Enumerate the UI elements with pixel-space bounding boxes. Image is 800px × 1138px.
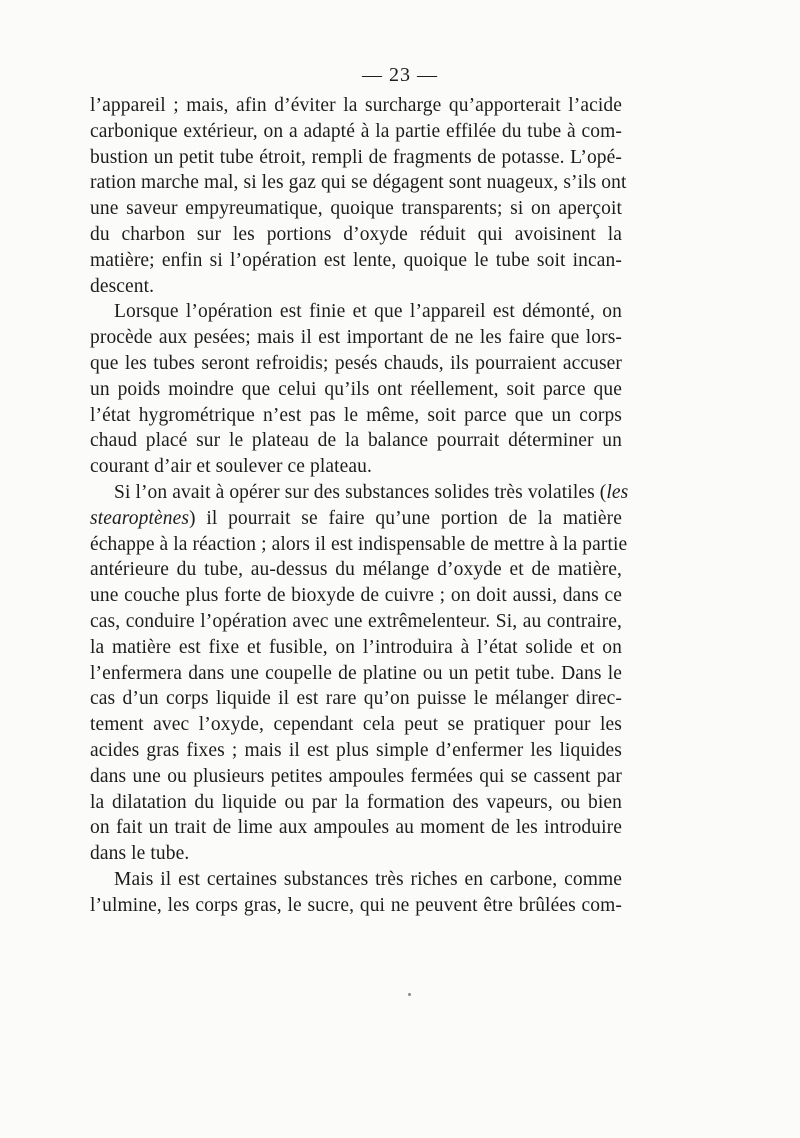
- text-line: [90, 506, 622, 532]
- text-segment: ) il pourrait se faire qu’une portion de la matière: [189, 507, 622, 529]
- text-line: que les tubes seront refroidis; pesés chauds, ils pourraient accuser: [90, 352, 622, 374]
- body-text: [90, 93, 629, 919]
- text-line: l’état hygrométrique n’est pas le même, soit parce que un corps: [90, 404, 622, 426]
- text-line: tement avec l’oxyde, cependant cela peut se pratiquer pour les: [90, 714, 622, 736]
- text-line: carbonique extérieur, on a adapté à la partie effilée du tube à com-: [90, 120, 622, 142]
- paragraph-start-line: [90, 480, 629, 506]
- text-segment: Si l’on avait à opérer sur des substances solides très volatiles (: [114, 481, 607, 503]
- text-line: l’appareil ; mais, afin d’éviter la surcharge qu’apporterait l’acide: [90, 95, 622, 116]
- text-line: la matière est fixe et fusible, on l’introduira à l’état solide et on: [90, 636, 622, 658]
- text-line: une saveur empyreumatique, quoique transparents; si on aperçoit: [90, 198, 622, 220]
- text-line: cas d’un corps liquide il est rare qu’on puisse le mélanger direc-: [90, 688, 622, 710]
- text-line: bustion un petit tube étroit, rempli de fragments de potasse. L’opé-: [90, 146, 622, 168]
- text-line: la dilatation du liquide ou par la formation des vapeurs, ou bien: [90, 791, 622, 813]
- text-line: l’enfermera dans une coupelle de platine ou un petit tube. Dans le: [90, 662, 622, 684]
- text-line: dans le tube.: [90, 843, 190, 865]
- text-line: on fait un trait de lime aux ampoules au moment de les introduire: [90, 817, 622, 839]
- text-line: ration marche mal, si les gaz qui se dégagent sont nuageux, s’ils ont: [90, 172, 627, 194]
- text-line: acides gras fixes ; mais il est plus simple d’enfermer les liquides: [90, 739, 622, 761]
- text-line: dans une ou plusieurs petites ampoules fermées qui se cassent par: [90, 765, 622, 787]
- text-line: du charbon sur les portions d’oxyde réduit qui avoisinent la: [90, 223, 622, 245]
- paper-speck: [408, 993, 411, 996]
- paragraph-start-line: Lorsque l’opération est finie et que l’appareil est démonté, on: [114, 301, 622, 323]
- italic-text: les: [606, 481, 629, 503]
- text-line: cas, conduire l’opération avec une extrêmelenteur. Si, au contraire,: [90, 610, 622, 632]
- text-line: antérieure du tube, au-dessus du mélange d’oxyde et de matière,: [90, 559, 622, 581]
- text-line: une couche plus forte de bioxyde de cuivre ; on doit aussi, dans ce: [90, 585, 622, 607]
- text-line: descent.: [90, 275, 155, 297]
- paragraph-start-line: Mais il est certaines substances très riches en carbone, comme: [114, 868, 622, 890]
- text-line: procède aux pesées; mais il est important de ne les faire que lors-: [90, 327, 622, 349]
- text-line: chaud placé sur le plateau de la balance pourrait déterminer un: [90, 430, 622, 452]
- text-line: échappe à la réaction ; alors il est indispensable de mettre à la partie: [90, 533, 628, 555]
- italic-text: stearoptènes: [90, 507, 190, 529]
- text-line: un poids moindre que celui qu’ils ont réellement, soit parce que: [90, 378, 622, 400]
- text-line: l’ulmine, les corps gras, le sucre, qui ne peuvent être brûlées com-: [90, 894, 622, 916]
- page-number: — 23 —: [362, 64, 438, 86]
- text-line: matière; enfin si l’opération est lente, quoique le tube soit incan-: [90, 249, 622, 271]
- text-line: courant d’air et soulever ce plateau.: [90, 456, 372, 478]
